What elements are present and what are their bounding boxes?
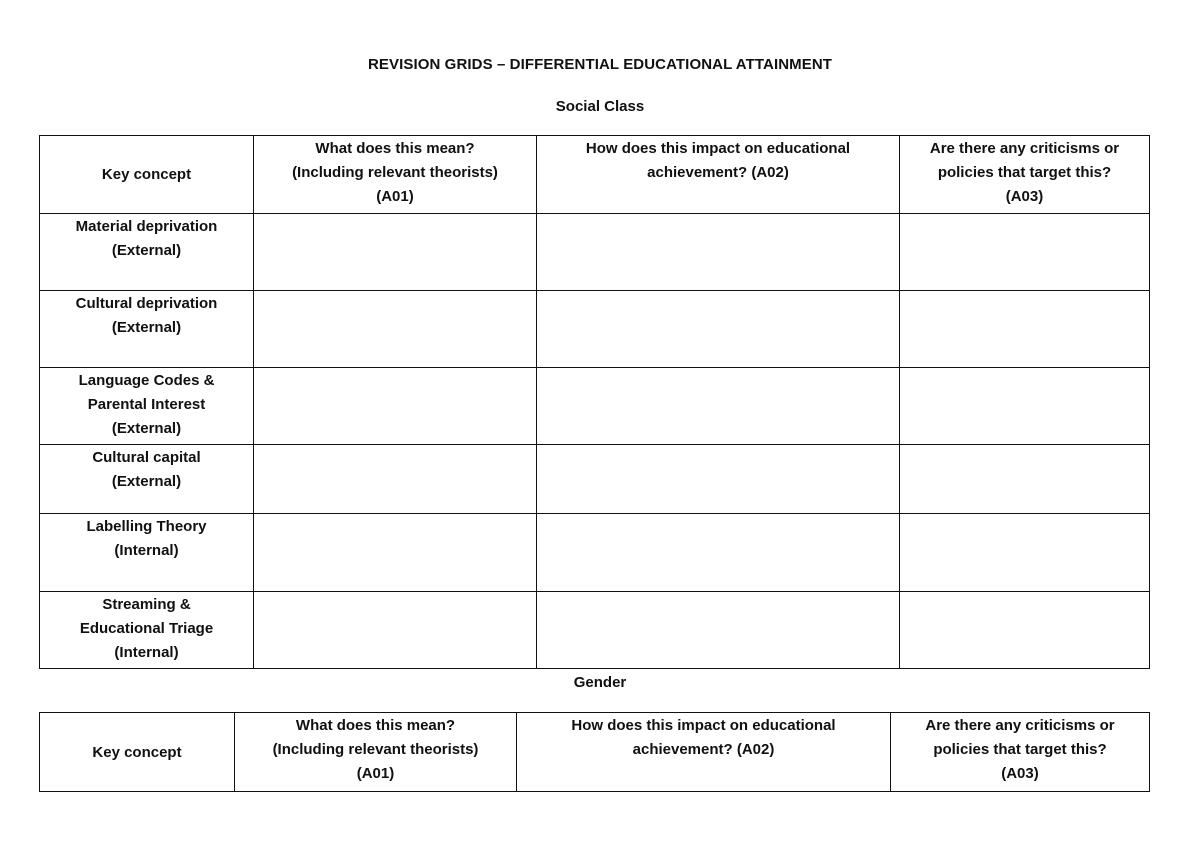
header-criticisms-line3: (A03) [1001, 765, 1039, 782]
column-header-impact [517, 713, 891, 792]
header-meaning-line1: What does this mean? [295, 717, 456, 734]
meaning-answer-cell[interactable] [254, 592, 537, 669]
header-meaning-line2: (Including relevant theorists) [272, 741, 479, 758]
key-concept-cell [40, 592, 254, 669]
impact-answer-cell[interactable] [537, 291, 900, 368]
meaning-answer-cell[interactable] [254, 368, 537, 445]
gender-table [39, 712, 1150, 792]
criticisms-answer-cell[interactable] [900, 514, 1150, 592]
document-title: REVISION GRIDS – DIFFERENTIAL EDUCATIONAL ATTAINMENT [367, 56, 833, 73]
table-row [40, 592, 1150, 669]
header-impact-line2: achievement? (A02) [647, 164, 789, 181]
impact-answer-cell[interactable] [537, 592, 900, 669]
table-row [40, 514, 1150, 592]
column-header-key-concept [40, 713, 235, 792]
meaning-answer-cell[interactable] [254, 291, 537, 368]
meaning-answer-cell[interactable] [254, 214, 537, 291]
table-row [40, 445, 1150, 514]
concept-line1: Labelling Theory [86, 518, 207, 535]
header-meaning-line2: (Including relevant theorists) [292, 164, 498, 181]
column-header-meaning [254, 136, 537, 214]
concept-line1: Cultural deprivation [75, 295, 218, 312]
header-impact-line2: achievement? (A02) [632, 741, 775, 758]
key-concept-cell [40, 514, 254, 592]
header-key-label: Key concept [101, 166, 192, 183]
social-class-heading: Social Class [555, 98, 645, 115]
impact-answer-cell[interactable] [537, 368, 900, 445]
criticisms-answer-cell[interactable] [900, 368, 1150, 445]
header-impact-line1: How does this impact on educational [571, 717, 836, 734]
key-concept-cell [40, 214, 254, 291]
key-concept-cell [40, 445, 254, 514]
concept-line1: Language Codes & [78, 372, 215, 389]
impact-answer-cell[interactable] [537, 214, 900, 291]
header-criticisms-line1: Are there any criticisms or [925, 717, 1115, 734]
header-criticisms-line1: Are there any criticisms or [929, 140, 1120, 157]
column-header-meaning [235, 713, 517, 792]
header-criticisms-line3: (A03) [1005, 188, 1044, 205]
meaning-answer-cell[interactable] [254, 514, 537, 592]
column-header-key-concept [40, 136, 254, 214]
social-class-table [39, 135, 1150, 669]
table-header-row [40, 136, 1150, 214]
criticisms-answer-cell[interactable] [900, 214, 1150, 291]
gender-heading: Gender [573, 674, 627, 691]
header-criticisms-line2: policies that target this? [933, 741, 1107, 758]
table-row [40, 368, 1150, 445]
header-meaning-line1: What does this mean? [315, 140, 475, 157]
header-meaning-line3: (A01) [356, 765, 395, 782]
table-header-row [40, 713, 1150, 792]
concept-line2: (Internal) [114, 542, 179, 559]
header-key-label: Key concept [92, 743, 182, 761]
table-row [40, 214, 1150, 291]
concept-line3: (External) [111, 420, 182, 437]
meaning-answer-cell[interactable] [254, 445, 537, 514]
concept-line2: Parental Interest [87, 396, 206, 413]
criticisms-answer-cell[interactable] [900, 592, 1150, 669]
impact-answer-cell[interactable] [537, 445, 900, 514]
concept-line2: (External) [111, 319, 182, 336]
concept-line2: (External) [111, 473, 182, 490]
criticisms-answer-cell[interactable] [900, 291, 1150, 368]
key-concept-cell [40, 291, 254, 368]
column-header-criticisms [900, 136, 1150, 214]
impact-answer-cell[interactable] [537, 514, 900, 592]
concept-line2: (External) [111, 242, 182, 259]
header-criticisms-line2: policies that target this? [937, 164, 1112, 181]
concept-line1: Cultural capital [92, 449, 201, 466]
column-header-criticisms [891, 713, 1150, 792]
table-row [40, 291, 1150, 368]
column-header-impact [537, 136, 900, 214]
concept-line1: Material deprivation [75, 218, 218, 235]
concept-line2: Educational Triage [79, 620, 214, 637]
key-concept-cell [40, 368, 254, 445]
concept-line1: Streaming & [102, 596, 191, 613]
header-impact-line1: How does this impact on educational [585, 140, 851, 157]
header-meaning-line3: (A01) [376, 188, 414, 205]
concept-line3: (Internal) [114, 644, 179, 661]
criticisms-answer-cell[interactable] [900, 445, 1150, 514]
